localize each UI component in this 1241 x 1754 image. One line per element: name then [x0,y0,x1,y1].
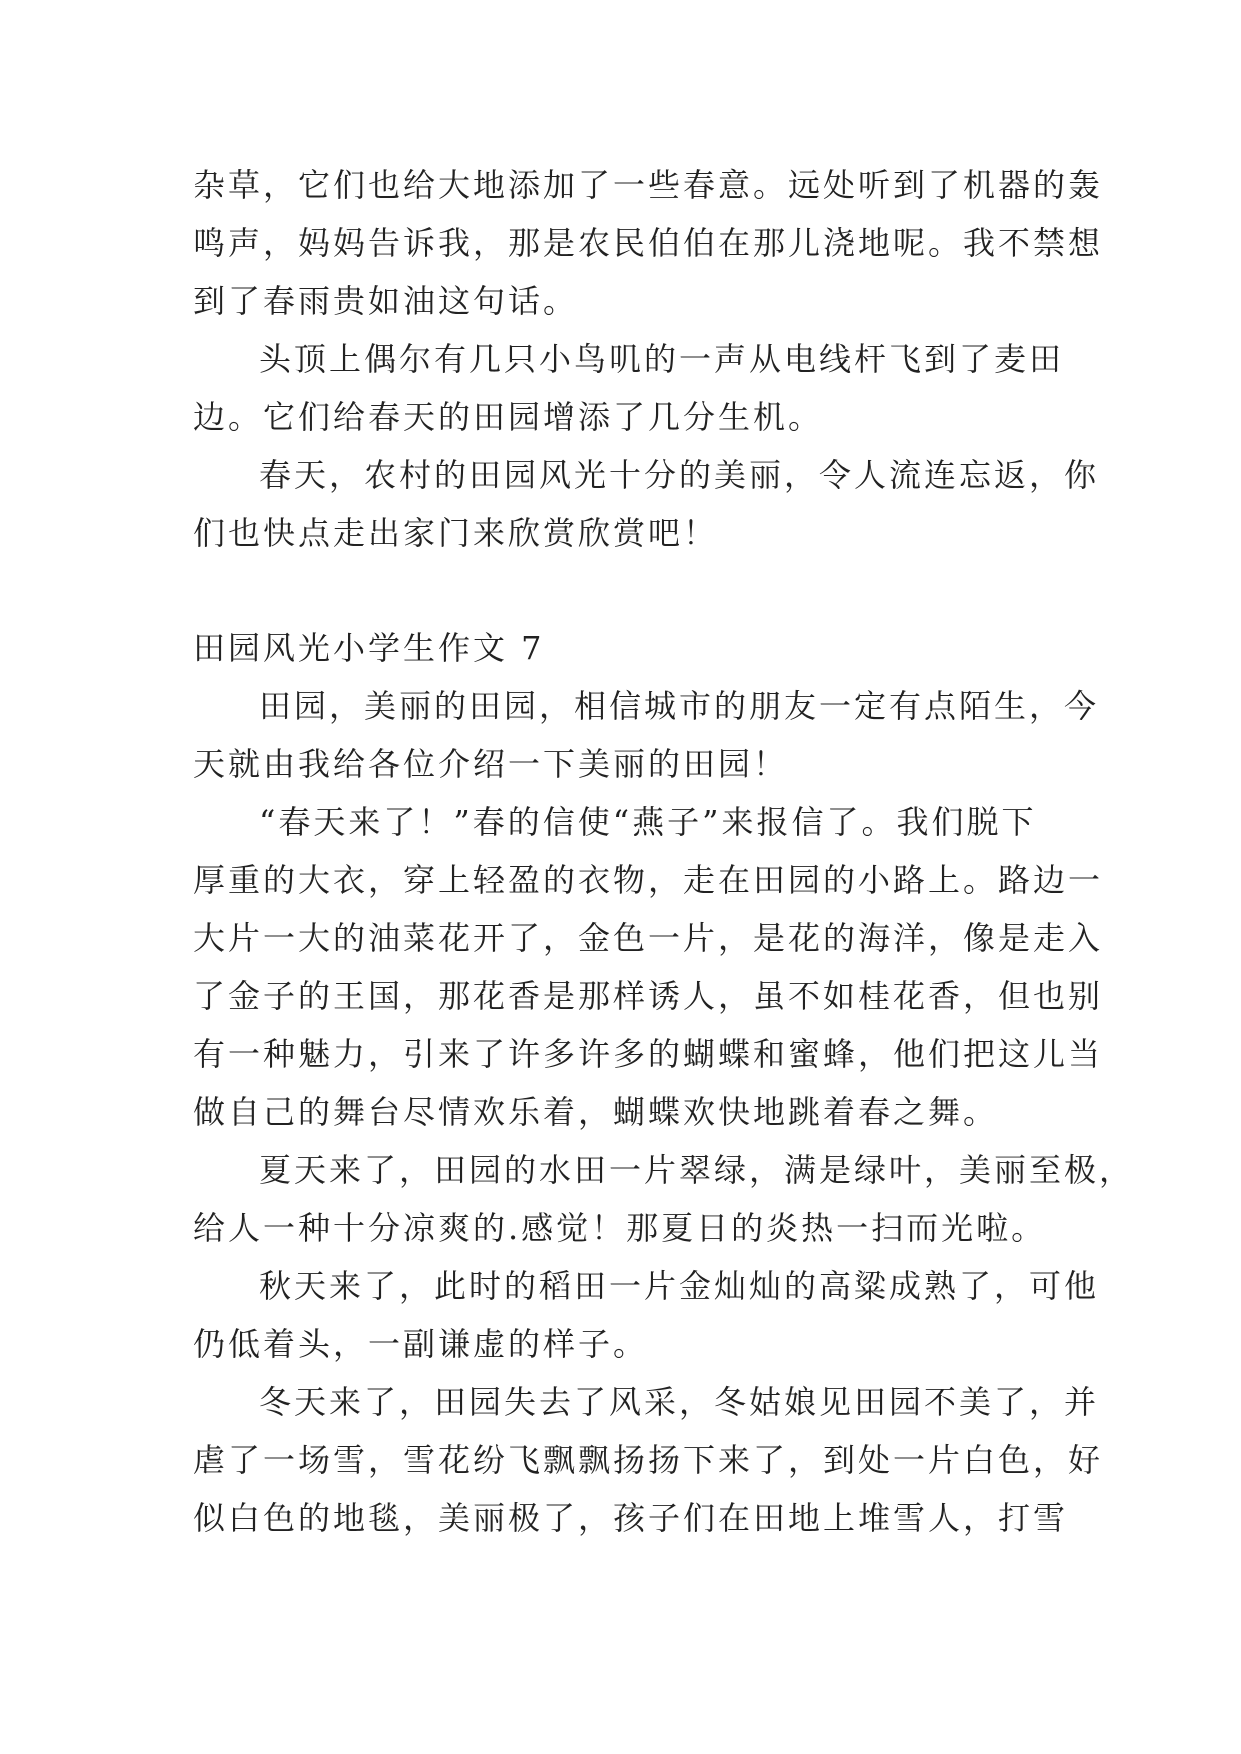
paragraph-spring-ending [193,446,1100,562]
paragraph-summer [193,1141,1135,1257]
text-line: 了金子的王国，那花香是那样诱人，虽不如桂花香，但也别 [193,977,1104,1015]
text-line: 冬天来了，田园失去了风采，冬姑娘见田园不美了，并 [259,1383,1100,1421]
text-line: 春天，农村的田园风光十分的美丽，令人流连忘返，你 [259,456,1100,494]
text-line: 鸣声，妈妈告诉我，那是农民伯伯在那儿浇地呢。我不禁想 [193,224,1104,262]
text-line: 有一种魅力，引来了许多许多的蝴蝶和蜜蜂，他们把这儿当 [193,1035,1104,1073]
paragraph-birds [193,330,1065,446]
text-line: 秋天来了，此时的稻田一片金灿灿的高粱成熟了，可他 [259,1267,1100,1305]
text-line: “春天来了！”春的信使“燕子”来报信了。我们脱下 [259,803,1037,841]
paragraph-spring [193,793,1104,1141]
text-line: 们也快点走出家门来欣赏欣赏吧！ [193,514,719,552]
text-line: 似白色的地毯，美丽极了，孩子们在田地上堆雪人，打雪 [193,1499,1069,1537]
text-line: 夏天来了，田园的水田一片翠绿，满是绿叶，美丽至极， [259,1151,1135,1189]
essay-title: 田园风光小学生作文 7 [193,629,545,667]
text-line: 大片一大的油菜花开了，金色一片，是花的海洋，像是走入 [193,919,1104,957]
paragraph-winter [193,1373,1104,1547]
text-line: 做自己的舞台尽情欢乐着，蝴蝶欢快地跳着春之舞。 [193,1093,999,1131]
document-page [193,156,1135,1547]
text-line: 杂草，它们也给大地添加了一些春意。远处听到了机器的轰 [193,166,1104,204]
text-line: 天就由我给各位介绍一下美丽的田园！ [193,745,789,783]
text-line: 边。它们给春天的田园增添了几分生机。 [193,398,824,436]
text-line: 到了春雨贵如油这句话。 [193,282,579,320]
text-line: 田园，美丽的田园，相信城市的朋友一定有点陌生，今 [259,687,1100,725]
text-line: 虐了一场雪，雪花纷飞飘飘扬扬下来了，到处一片白色，好 [193,1441,1104,1479]
section-gap [193,562,1051,619]
paragraph-intro [193,677,1100,793]
paragraph-autumn [193,1257,1100,1373]
text-line: 给人一种十分凉爽的.感觉！那夏日的炎热一扫而光啦。 [193,1209,1047,1247]
text-line: 头顶上偶尔有几只小鸟叽的一声从电线杆飞到了麦田 [259,340,1065,378]
paragraph-fragment [193,156,1104,330]
text-line: 仍低着头，一副谦虚的样子。 [193,1325,649,1363]
text-line: 厚重的大衣，穿上轻盈的衣物，走在田园的小路上。路边一 [193,861,1104,899]
